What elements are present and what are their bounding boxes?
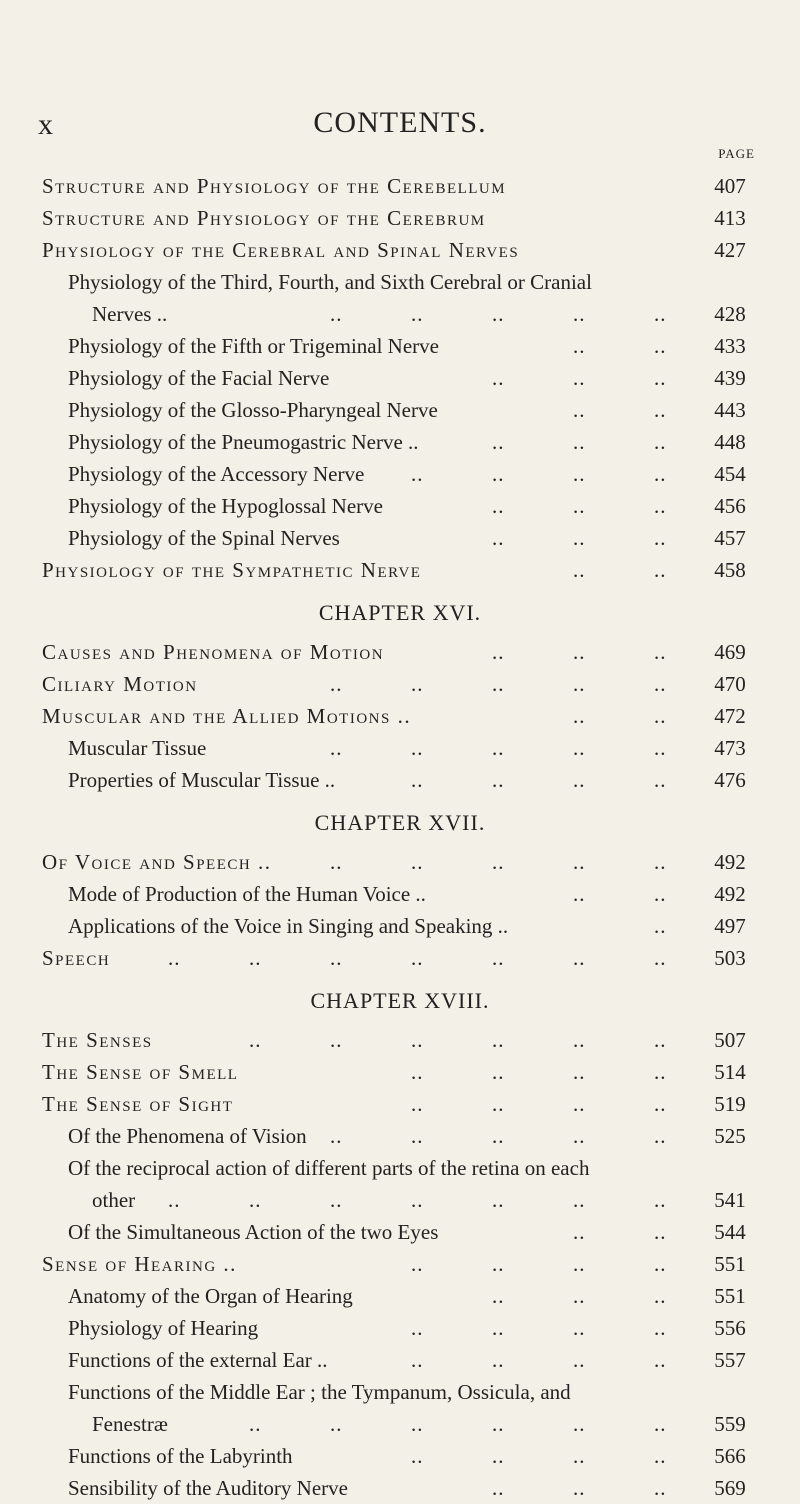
- leader-dots: ..: [654, 1220, 667, 1244]
- toc-entry-title: The Senses: [42, 1028, 153, 1052]
- leader-dots: ..: [654, 704, 667, 728]
- leader-dots: ..: [411, 1316, 424, 1340]
- leader-dots: ..: [654, 946, 667, 970]
- toc-page-number: 476: [714, 768, 746, 792]
- leader-dots: ..: [573, 1220, 586, 1244]
- toc-page-number: 525: [714, 1124, 746, 1148]
- leader-dots: ..: [411, 1188, 424, 1212]
- leader-dots: ..: [573, 1188, 586, 1212]
- toc-entry: [0, 1184, 800, 1216]
- toc-entry-title: Muscular and the Allied Motions ..: [42, 704, 412, 728]
- leader-dots: ..: [330, 736, 343, 760]
- toc-entry: [0, 910, 800, 942]
- leader-dots: ..: [330, 1028, 343, 1052]
- leader-dots: ..: [573, 1060, 586, 1084]
- toc-page-number: 569: [714, 1476, 746, 1500]
- toc-entry-title: Functions of the Labyrinth: [68, 1444, 293, 1468]
- leader-dots: ..: [249, 946, 262, 970]
- toc-entry: [0, 1024, 800, 1056]
- leader-dots: ..: [492, 640, 505, 664]
- leader-dots: ..: [573, 494, 586, 518]
- toc-page-number: 557: [714, 1348, 746, 1372]
- toc-entry: [0, 1408, 800, 1440]
- toc-page-number: 470: [714, 672, 746, 696]
- leader-dots: ..: [411, 672, 424, 696]
- table-of-contents: [0, 170, 800, 1504]
- toc-entry-title: other: [92, 1188, 136, 1212]
- leader-dots: ..: [654, 558, 667, 582]
- leader-dots: ..: [654, 1476, 667, 1500]
- toc-page-number: 556: [714, 1316, 746, 1340]
- leader-dots: ..: [492, 1092, 505, 1116]
- toc-entry: [0, 458, 800, 490]
- toc-entry: [0, 1248, 800, 1280]
- toc-entry: [0, 522, 800, 554]
- leader-dots: ..: [573, 398, 586, 422]
- leader-dots: ..: [573, 430, 586, 454]
- toc-page-number: 503: [714, 946, 746, 970]
- leader-dots: ..: [654, 462, 667, 486]
- leader-dots: ..: [492, 1444, 505, 1468]
- toc-entry-title: Physiology of the Glosso-Pharyngeal Nerve: [68, 398, 438, 422]
- leader-dots: ..: [654, 1316, 667, 1340]
- leader-dots: ..: [492, 462, 505, 486]
- leader-dots: ..: [573, 302, 586, 326]
- chapter-heading: [0, 974, 800, 1024]
- leader-dots: ..: [573, 558, 586, 582]
- toc-entry: [0, 1440, 800, 1472]
- leader-dots: ..: [411, 1092, 424, 1116]
- leader-dots: ..: [168, 1188, 181, 1212]
- leader-dots: ..: [573, 1476, 586, 1500]
- leader-dots: ..: [492, 302, 505, 326]
- toc-page-number: 454: [714, 462, 746, 486]
- toc-entry-title: Functions of the external Ear ..: [68, 1348, 328, 1372]
- leader-dots: ..: [411, 1252, 424, 1276]
- running-title: CONTENTS.: [313, 106, 487, 139]
- toc-entry-title: Fenestræ: [92, 1412, 168, 1436]
- leader-dots: ..: [492, 1348, 505, 1372]
- toc-page-number: 456: [714, 494, 746, 518]
- toc-entry: [0, 878, 800, 910]
- toc-entry: [0, 394, 800, 426]
- leader-dots: ..: [249, 1188, 262, 1212]
- toc-page-number: 457: [714, 526, 746, 550]
- leader-dots: ..: [654, 768, 667, 792]
- toc-page-number: 413: [714, 206, 746, 230]
- leader-dots: ..: [654, 1348, 667, 1372]
- leader-dots: ..: [330, 1124, 343, 1148]
- leader-dots: ..: [492, 526, 505, 550]
- leader-dots: ..: [654, 494, 667, 518]
- leader-dots: ..: [573, 1316, 586, 1340]
- leader-dots: ..: [492, 1316, 505, 1340]
- toc-entry-title: Ciliary Motion: [42, 672, 198, 696]
- leader-dots: ..: [654, 640, 667, 664]
- toc-entry: [0, 490, 800, 522]
- toc-page-number: 492: [714, 882, 746, 906]
- leader-dots: ..: [573, 736, 586, 760]
- toc-page-number: 428: [714, 302, 746, 326]
- leader-dots: ..: [654, 736, 667, 760]
- toc-page-number: 566: [714, 1444, 746, 1468]
- leader-dots: ..: [492, 768, 505, 792]
- toc-entry: [0, 362, 800, 394]
- leader-dots: ..: [411, 1028, 424, 1052]
- toc-entry-title: Physiology of Hearing: [68, 1316, 259, 1340]
- toc-entry-title: Muscular Tissue: [68, 736, 207, 760]
- toc-entry-title: Structure and Physiology of the Cerebrum: [42, 206, 486, 230]
- toc-entry: [0, 942, 800, 974]
- toc-entry: [0, 1088, 800, 1120]
- leader-dots: ..: [654, 302, 667, 326]
- leader-dots: ..: [573, 1284, 586, 1308]
- toc-page-number: 433: [714, 334, 746, 358]
- toc-page-number: 407: [714, 174, 746, 198]
- toc-entry-title: The Sense of Sight: [42, 1092, 234, 1116]
- toc-entry-title: The Sense of Smell: [42, 1060, 239, 1084]
- chapter-heading: [0, 796, 800, 846]
- leader-dots: ..: [573, 946, 586, 970]
- toc-entry: [0, 202, 800, 234]
- page-header: [0, 100, 800, 140]
- toc-entry: [0, 554, 800, 586]
- toc-entry-title: Sensibility of the Auditory Nerve: [68, 1476, 348, 1500]
- leader-dots: ..: [249, 1412, 262, 1436]
- leader-dots: ..: [492, 1476, 505, 1500]
- leader-dots: ..: [573, 768, 586, 792]
- toc-entry-title: Speech: [42, 946, 111, 970]
- toc-page-number: 551: [714, 1284, 746, 1308]
- toc-page-number: 519: [714, 1092, 746, 1116]
- leader-dots: ..: [330, 302, 343, 326]
- toc-page-number: 448: [714, 430, 746, 454]
- toc-page-number: 541: [714, 1188, 746, 1212]
- leader-dots: ..: [411, 736, 424, 760]
- toc-entry: [0, 266, 800, 298]
- leader-dots: ..: [492, 430, 505, 454]
- leader-dots: ..: [573, 672, 586, 696]
- leader-dots: ..: [654, 1092, 667, 1116]
- leader-dots: ..: [654, 672, 667, 696]
- toc-entry-title: Physiology of the Facial Nerve: [68, 366, 330, 390]
- leader-dots: ..: [492, 850, 505, 874]
- toc-entry-title: Properties of Muscular Tissue ..: [68, 768, 336, 792]
- toc-page-number: 544: [714, 1220, 746, 1244]
- chapter-heading: [0, 586, 800, 636]
- toc-page-number: 559: [714, 1412, 746, 1436]
- leader-dots: ..: [492, 494, 505, 518]
- chapter-title: CHAPTER XVI.: [318, 600, 482, 625]
- toc-entry: [0, 700, 800, 732]
- leader-dots: ..: [573, 1252, 586, 1276]
- leader-dots: ..: [492, 366, 505, 390]
- leader-dots: ..: [573, 1028, 586, 1052]
- toc-entry-title: Mode of Production of the Human Voice ..: [68, 882, 426, 906]
- leader-dots: ..: [492, 1252, 505, 1276]
- leader-dots: ..: [573, 882, 586, 906]
- leader-dots: ..: [492, 1188, 505, 1212]
- toc-entry: [0, 234, 800, 266]
- toc-page-number: 469: [714, 640, 746, 664]
- toc-entry-title: Causes and Phenomena of Motion: [42, 640, 385, 664]
- toc-page-number: 458: [714, 558, 746, 582]
- leader-dots: ..: [573, 526, 586, 550]
- leader-dots: ..: [573, 704, 586, 728]
- toc-entry: [0, 846, 800, 878]
- leader-dots: ..: [492, 672, 505, 696]
- leader-dots: ..: [654, 430, 667, 454]
- leader-dots: ..: [573, 366, 586, 390]
- leader-dots: ..: [654, 1252, 667, 1276]
- leader-dots: ..: [573, 1412, 586, 1436]
- toc-entry-title: Of Voice and Speech ..: [42, 850, 272, 874]
- toc-entry: [0, 170, 800, 202]
- leader-dots: ..: [654, 914, 667, 938]
- toc-entry-title: Functions of the Middle Ear ; the Tympanum, Ossicula, and: [68, 1380, 571, 1404]
- leader-dots: ..: [492, 1060, 505, 1084]
- leader-dots: ..: [654, 1412, 667, 1436]
- leader-dots: ..: [654, 526, 667, 550]
- toc-page-number: 507: [714, 1028, 746, 1052]
- toc-entry: [0, 1152, 800, 1184]
- leader-dots: ..: [492, 1284, 505, 1308]
- toc-page-number: 492: [714, 850, 746, 874]
- leader-dots: ..: [411, 850, 424, 874]
- leader-dots: ..: [573, 334, 586, 358]
- toc-entry: [0, 764, 800, 796]
- toc-page-number: 514: [714, 1060, 746, 1084]
- toc-entry: [0, 1472, 800, 1504]
- toc-entry: [0, 426, 800, 458]
- leader-dots: ..: [168, 946, 181, 970]
- toc-entry: [0, 1312, 800, 1344]
- leader-dots: ..: [573, 462, 586, 486]
- leader-dots: ..: [411, 1124, 424, 1148]
- leader-dots: ..: [573, 1444, 586, 1468]
- leader-dots: ..: [654, 1284, 667, 1308]
- leader-dots: ..: [654, 398, 667, 422]
- leader-dots: ..: [654, 1188, 667, 1212]
- leader-dots: ..: [492, 1028, 505, 1052]
- toc-entry: [0, 732, 800, 764]
- leader-dots: ..: [573, 1124, 586, 1148]
- toc-entry-title: Physiology of the Fifth or Trigeminal Nerve: [68, 334, 439, 358]
- toc-entry: [0, 668, 800, 700]
- leader-dots: ..: [330, 672, 343, 696]
- toc-entry-title: Of the Simultaneous Action of the two Eyes: [68, 1220, 439, 1244]
- toc-entry-title: Nerves ..: [92, 302, 168, 326]
- toc-page-number: 427: [714, 238, 746, 262]
- toc-entry: [0, 1216, 800, 1248]
- leader-dots: ..: [411, 1348, 424, 1372]
- leader-dots: ..: [411, 1412, 424, 1436]
- toc-page-number: 473: [714, 736, 746, 760]
- toc-entry-title: Of the reciprocal action of different parts of the retina on each: [68, 1156, 590, 1180]
- leader-dots: ..: [249, 1028, 262, 1052]
- toc-page-number: 439: [714, 366, 746, 390]
- leader-dots: ..: [654, 1124, 667, 1148]
- leader-dots: ..: [492, 1412, 505, 1436]
- leader-dots: ..: [492, 1124, 505, 1148]
- leader-dots: ..: [411, 462, 424, 486]
- toc-entry-title: Structure and Physiology of the Cerebellum: [42, 174, 507, 198]
- leader-dots: ..: [654, 1060, 667, 1084]
- toc-entry-title: Physiology of the Cerebral and Spinal Nerves: [42, 238, 520, 262]
- leader-dots: ..: [654, 366, 667, 390]
- leader-dots: ..: [411, 1444, 424, 1468]
- leader-dots: ..: [492, 946, 505, 970]
- leader-dots: ..: [573, 1092, 586, 1116]
- leader-dots: ..: [573, 850, 586, 874]
- toc-entry: [0, 1344, 800, 1376]
- toc-entry-title: Sense of Hearing ..: [42, 1252, 237, 1276]
- leader-dots: ..: [654, 882, 667, 906]
- toc-entry: [0, 1120, 800, 1152]
- leader-dots: ..: [654, 1028, 667, 1052]
- leader-dots: ..: [330, 946, 343, 970]
- leader-dots: ..: [411, 768, 424, 792]
- toc-entry: [0, 636, 800, 668]
- leader-dots: ..: [654, 334, 667, 358]
- leader-dots: ..: [573, 640, 586, 664]
- toc-entry-title: Physiology of the Spinal Nerves: [68, 526, 340, 550]
- toc-entry-title: Physiology of the Third, Fourth, and Sixth Cerebral or Cranial: [68, 270, 592, 294]
- page-column-label: PAGE: [718, 146, 755, 161]
- toc-entry-title: Applications of the Voice in Singing and Speaking ..: [68, 914, 509, 938]
- leader-dots: ..: [411, 302, 424, 326]
- chapter-title: CHAPTER XVII.: [314, 810, 486, 835]
- toc-page-number: 551: [714, 1252, 746, 1276]
- leader-dots: ..: [573, 1348, 586, 1372]
- leader-dots: ..: [330, 1412, 343, 1436]
- toc-entry-title: Anatomy of the Organ of Hearing: [68, 1284, 353, 1308]
- leader-dots: ..: [411, 1060, 424, 1084]
- leader-dots: ..: [654, 850, 667, 874]
- toc-entry-title: Physiology of the Pneumogastric Nerve ..: [68, 430, 419, 454]
- toc-entry-title: Physiology of the Accessory Nerve: [68, 462, 365, 486]
- leader-dots: ..: [330, 1188, 343, 1212]
- toc-page-number: 472: [714, 704, 746, 728]
- toc-entry-title: Of the Phenomena of Vision: [68, 1124, 307, 1148]
- toc-entry: [0, 1376, 800, 1408]
- leader-dots: ..: [330, 850, 343, 874]
- leader-dots: ..: [654, 1444, 667, 1468]
- toc-entry: [0, 1056, 800, 1088]
- toc-page-number: 497: [714, 914, 746, 938]
- toc-entry-title: Physiology of the Sympathetic Nerve: [42, 558, 422, 582]
- toc-entry: [0, 1280, 800, 1312]
- leader-dots: ..: [492, 736, 505, 760]
- toc-entry: [0, 298, 800, 330]
- toc-entry: [0, 330, 800, 362]
- leader-dots: ..: [411, 946, 424, 970]
- toc-entry-title: Physiology of the Hypoglossal Nerve: [68, 494, 383, 518]
- page-folio: x: [38, 108, 53, 141]
- chapter-title: CHAPTER XVIII.: [310, 988, 490, 1013]
- toc-page-number: 443: [714, 398, 746, 422]
